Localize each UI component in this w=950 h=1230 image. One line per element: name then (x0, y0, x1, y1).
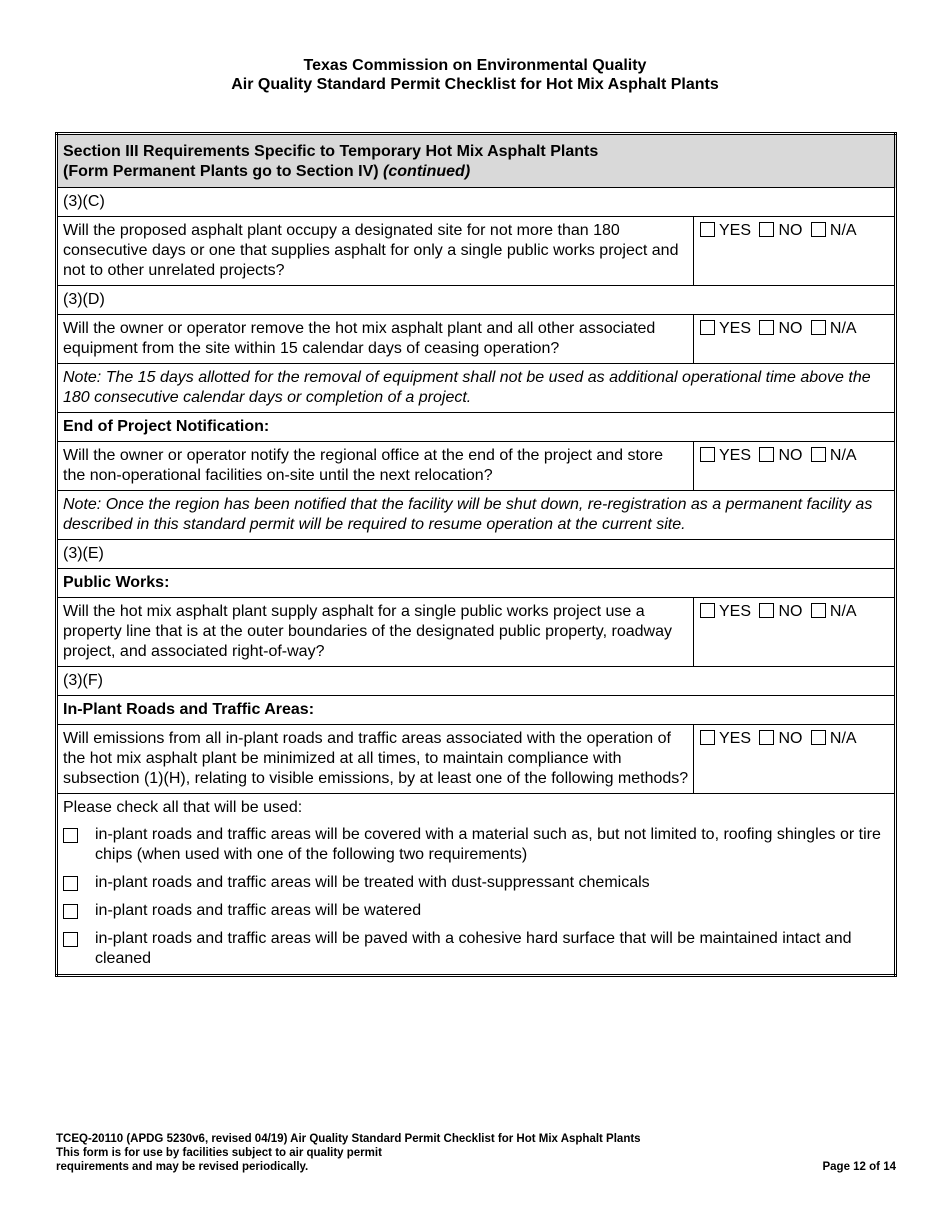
yes-checkbox[interactable] (700, 603, 715, 618)
methods-title: Please check all that will be used: (63, 799, 303, 816)
row-end-question (57, 442, 896, 491)
no-checkbox[interactable] (759, 320, 774, 335)
yes-checkbox[interactable] (700, 222, 715, 237)
methods-list (57, 794, 896, 976)
row-public-heading (57, 569, 896, 598)
row-roads-question (57, 725, 896, 794)
no-checkbox[interactable] (759, 603, 774, 618)
method-checkbox[interactable] (63, 876, 78, 891)
row-note-region (57, 491, 896, 540)
footer-note-2: requirements and may be revised periodically. (56, 1161, 309, 1173)
subsection-heading: In-Plant Roads and Traffic Areas: (57, 696, 896, 725)
row-public-question (57, 598, 896, 667)
page-number: Page 12 of 14 (822, 1161, 896, 1173)
yes-checkbox[interactable] (700, 320, 715, 335)
question-text: Will the proposed asphalt plant occupy a designated site for not more than 180 consecutive days or one that supplies asphalt for only a single public works project and not to other unrelated projects? (57, 217, 694, 286)
method-item: in-plant roads and traffic areas will be treated with dust-suppressant chemicals (58, 870, 894, 898)
na-checkbox[interactable] (811, 222, 826, 237)
row-3c-label: (3)(C) (57, 188, 896, 217)
question-text: Will the owner or operator notify the regional office at the end of the project and store the non-operational facilities on-site until the next relocation? (57, 442, 694, 491)
subsection-heading: Public Works: (57, 569, 896, 598)
section-header-row (57, 134, 896, 188)
note-text: Note: Once the region has been notified that the facility will be shut down, re-registration as a permanent facility as described in this standard permit will be required to resume operation at the current site. (57, 491, 896, 540)
row-methods (57, 794, 896, 976)
page-footer (56, 1132, 896, 1174)
method-item: in-plant roads and traffic areas will be paved with a cohesive hard surface that will be maintained intact and cleaned (58, 926, 894, 974)
row-3d-question (57, 315, 896, 364)
question-text: Will the hot mix asphalt plant supply asphalt for a single public works project use a property line that is at the outer boundaries of the designated public property, roadway project, and associated right-of-way? (57, 598, 694, 667)
row-3c-question (57, 217, 896, 286)
answer-options: YES NO N/A (694, 315, 896, 364)
answer-options: YES NO N/A (694, 442, 896, 491)
question-text: Will emissions from all in-plant roads and traffic areas associated with the operation of the hot mix asphalt plant be minimized at all times, to maintain compliance with subsection (1)(H), relating to visible emissions, by at least one of the following methods? (57, 725, 694, 794)
yes-checkbox[interactable] (700, 447, 715, 462)
answer-options: YES NO N/A (694, 598, 896, 667)
answer-options: YES NO N/A (694, 217, 896, 286)
row-3e-label: (3)(E) (57, 540, 896, 569)
note-text: Note: The 15 days allotted for the removal of equipment shall not be used as additional operational time above the 180 consecutive calendar days or completion of a project. (57, 364, 896, 413)
method-checkbox[interactable] (63, 932, 78, 947)
footer-note-1: This form is for use by facilities subject to air quality permit (56, 1147, 382, 1159)
na-checkbox[interactable] (811, 447, 826, 462)
row-roads-heading (57, 696, 896, 725)
method-checkbox[interactable] (63, 828, 78, 843)
answer-options: YES NO N/A (694, 725, 896, 794)
method-item: in-plant roads and traffic areas will be covered with a material such as, but not limited to, roofing shingles or tire chips (when used with one of the following two requirements) (58, 822, 894, 870)
checklist-table (55, 132, 897, 977)
section-title: Section III Requirements Specific to Temporary Hot Mix Asphalt Plants (Form Permanent Plants go to Section IV) (continued) (57, 134, 896, 188)
no-checkbox[interactable] (759, 730, 774, 745)
row-3f-label: (3)(F) (57, 667, 896, 696)
method-item: in-plant roads and traffic areas will be watered (58, 898, 894, 926)
form-id: TCEQ-20110 (APDG 5230v6, revised 04/19) Air Quality Standard Permit Checklist for Hot Mix Asphalt Plants (56, 1133, 641, 1145)
yes-checkbox[interactable] (700, 730, 715, 745)
na-checkbox[interactable] (811, 603, 826, 618)
agency-name: Texas Commission on Environmental Quality (303, 57, 647, 74)
subsection-heading: End of Project Notification: (57, 413, 896, 442)
no-checkbox[interactable] (759, 222, 774, 237)
row-note-removal (57, 364, 896, 413)
na-checkbox[interactable] (811, 730, 826, 745)
page-header (0, 56, 950, 94)
question-text: Will the owner or operator remove the hot mix asphalt plant and all other associated equipment from the site within 15 calendar days of ceasing operation? (57, 315, 694, 364)
no-checkbox[interactable] (759, 447, 774, 462)
form-title: Air Quality Standard Permit Checklist for Hot Mix Asphalt Plants (231, 76, 719, 93)
row-3d-label: (3)(D) (57, 286, 896, 315)
na-checkbox[interactable] (811, 320, 826, 335)
method-checkbox[interactable] (63, 904, 78, 919)
row-end-heading (57, 413, 896, 442)
